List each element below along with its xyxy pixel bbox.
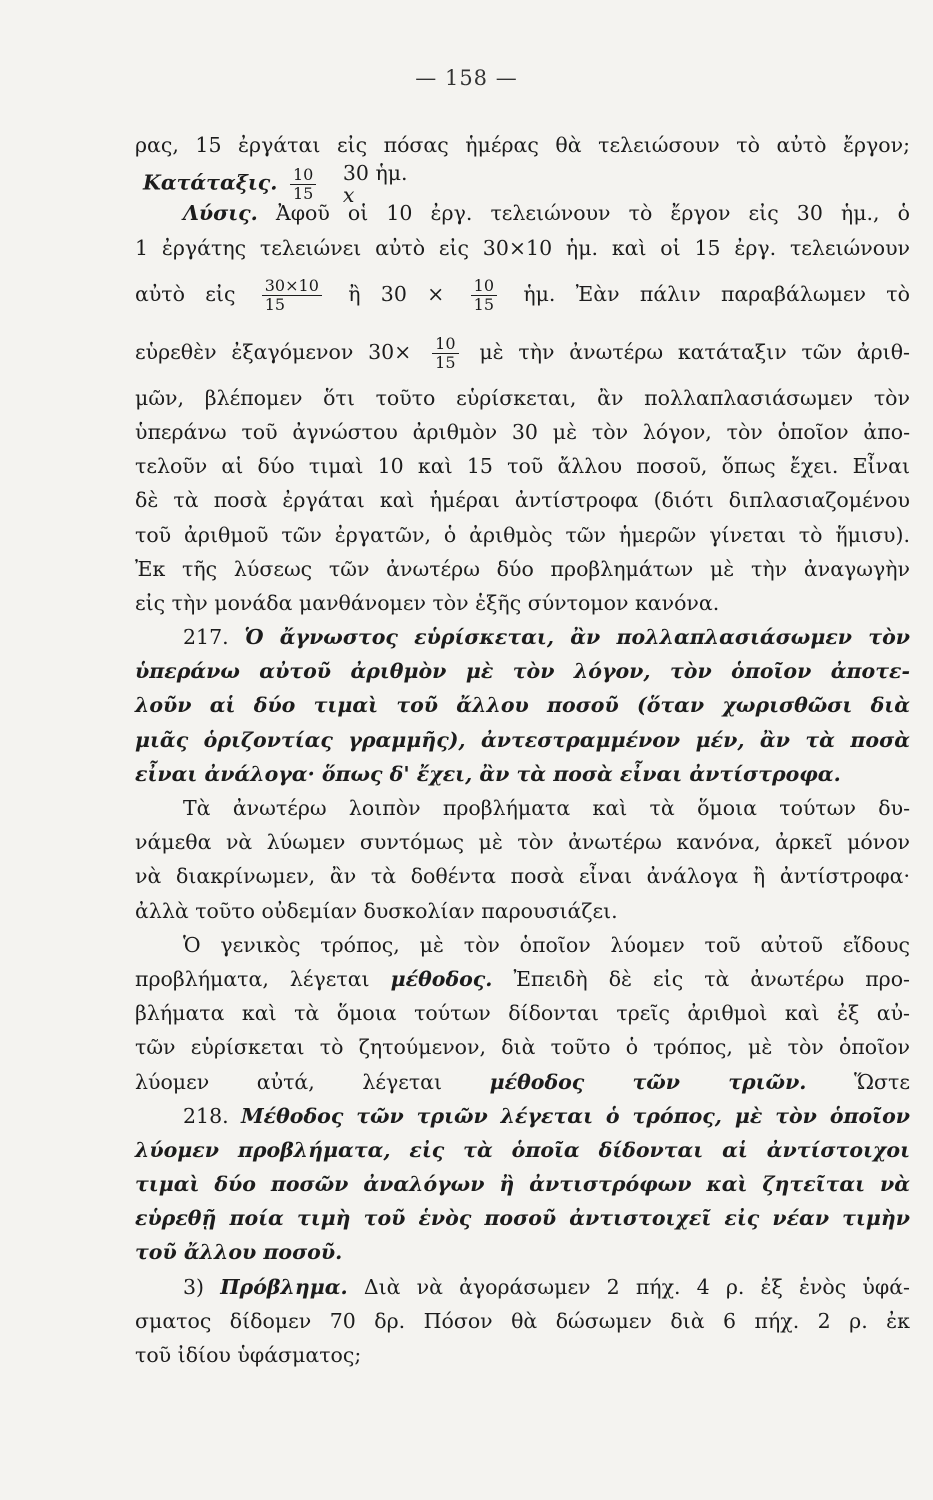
term-method-of-three: μέθοδος τῶν τριῶν. <box>489 1069 807 1094</box>
text-line: Ὁ γενικὸς τρόπος, μὲ τὸν ὁποῖον λύομεν τοῦ αὐτοῦ εἴδους <box>183 932 910 957</box>
method-of-three-line <box>135 1065 910 1099</box>
text-fragment: προβλήματα, λέγεται <box>135 966 370 991</box>
text-fragment: ἡμ. Ἐὰν πάλιν παραβάλωμεν τὸ <box>523 281 910 306</box>
text-line: δὲ τὰ ποσὰ ἐργάται καὶ ἡμέραι ἀντίστροφα (διότι διπλασιαζομένου <box>135 488 910 513</box>
page-number: — 158 — <box>415 66 518 90</box>
rule-text-line: μιᾶς ὁριζοντίας γραμμῆς), ἀντεστραμμένον μέν, ἂν τὰ ποσὰ <box>135 727 910 752</box>
paragraph-number: 218. <box>183 1103 229 1128</box>
text-line: Ἐκ τῆς λύσεως τῶν ἀνωτέρω δύο προβλημάτων μὲ τὴν ἀναγωγὴν <box>135 556 910 581</box>
rule-text-line: ὑπεράνω αὐτοῦ ἀριθμὸν μὲ τὸν λόγον, τὸν ὁποῖον ἀποτε- <box>135 659 910 684</box>
rule-text: Ὁ ἄγνωστος εὑρίσκεται, ἂν πολλαπλασιάσωμεν τὸν <box>244 625 910 650</box>
text-fragment: Ὥστε <box>854 1069 910 1094</box>
problem-number: 3) <box>183 1274 205 1299</box>
text-line: ὑπεράνω τοῦ ἀγνώστου ἀριθμὸν 30 μὲ τὸν λόγον, τὸν ὁποῖον ἀπο- <box>135 419 910 444</box>
fraction-numerator: 30×10 <box>262 277 322 296</box>
text-line: Τὰ ἀνωτέρω λοιπὸν προβλήματα καὶ τὰ ὅμοια τούτων δυ- <box>183 796 910 820</box>
rule-text-line: τοῦ ἄλλου ποσοῦ. <box>135 1240 343 1265</box>
text-line: ρας, 15 ἐργάται εἰς πόσας ἡμέρας θὰ τελειώσουν τὸ αὐτὸ ἔργον; <box>135 133 910 157</box>
classification-label: Κατάταξις. <box>143 170 278 195</box>
solution-line <box>135 196 910 230</box>
text-line: μῶν, βλέπομεν ὅτι τοῦτο εὑρίσκεται, ἂν πολλαπλασιάσωμεν τὸν <box>135 385 910 410</box>
rule-text-line: εὑρεθῇ ποία τιμὴ τοῦ ἑνὸς ποσοῦ ἀντιστοιχεῖ εἰς νέαν τιμὴν <box>135 1206 910 1231</box>
problem-label: Πρόβλημα. <box>220 1274 348 1299</box>
fraction-numerator: 10 <box>471 277 497 296</box>
fraction-line <box>135 323 910 381</box>
text-fragment: λύομεν αὐτά, λέγεται <box>135 1069 443 1094</box>
text-line: 1 ἐργάτης τελειώνει αὐτὸ εἰς 30×10 ἡμ. καὶ οἱ 15 ἐργ. τελειώνουν <box>135 235 910 260</box>
days-value: 30 ἡμ. <box>342 161 408 186</box>
solution-label: Λύσις. <box>183 201 258 226</box>
rule-text-line: εἶναι ἀνάλογα· ὅπως δ' ἔχει, ἂν τὰ ποσὰ εἶναι ἀντίστροφα. <box>135 761 841 786</box>
rule-text-line: τιμαὶ δύο ποσῶν ἀναλόγων ἢ ἀντιστρόφων καὶ ζητεῖται νὰ <box>135 1172 910 1197</box>
text-fragment: εὑρεθὲν ἐξαγόμενον 30× <box>135 339 412 364</box>
fraction <box>432 335 458 372</box>
method-line <box>135 962 910 996</box>
fraction <box>471 277 497 314</box>
text-line: ἀλλὰ τοῦτο οὐδεμίαν δυσκολίαν παρουσιάζει. <box>135 898 618 923</box>
text-line: τοῦ ἰδίου ὑφάσματος; <box>135 1343 362 1367</box>
paragraph-number: 217. <box>183 625 229 650</box>
page-body <box>135 128 910 1372</box>
fraction <box>262 277 322 314</box>
fraction-numerator: 10 <box>290 166 316 185</box>
text-line: βλήματα καὶ τὰ ὅμοια τούτων δίδονται τρεῖς ἀριθμοὶ καὶ ἐξ αὐ- <box>135 1001 910 1026</box>
text-line: εἰς τὴν μονάδα μανθάνομεν τὸν ἑξῆς σύντομον κανόνα. <box>135 590 720 615</box>
text-line: τῶν εὑρίσκεται τὸ ζητούμενον, διὰ τοῦτο ὁ τρόπος, μὲ τὸν ὁποῖον <box>135 1035 910 1060</box>
fraction-numerator: 10 <box>432 335 458 354</box>
rule-217-line <box>135 620 910 654</box>
text-line: τοῦ ἀριθμοῦ τῶν ἐργατῶν, ὁ ἀριθμὸς τῶν ἡμερῶν γίνεται τὸ ἥμισυ). <box>135 522 910 547</box>
unknown-x: x <box>342 183 355 208</box>
text-fragment: μὲ τὴν ἀνωτέρω κατάταξιν τῶν ἀριθ- <box>479 339 910 364</box>
fraction-denominator: 15 <box>264 294 286 314</box>
text-fragment: αὐτὸ εἰς <box>135 281 236 306</box>
fraction-denominator: 15 <box>292 183 314 203</box>
fraction-denominator: 15 <box>473 294 495 314</box>
fraction-denominator: 15 <box>435 352 456 372</box>
problem-text: Διὰ νὰ ἀγοράσωμεν 2 πήχ. 4 ρ. ἐξ ἑνὸς ὑφά- <box>363 1274 910 1299</box>
fraction-line <box>135 265 910 323</box>
rule-text-line: λύομεν προβλήματα, εἰς τὰ ὁποῖα δίδονται αἱ ἀντίστοιχοι <box>135 1137 910 1162</box>
rule-text-line: λοῦν αἱ δύο τιμαὶ τοῦ ἄλλου ποσοῦ (ὅταν χωρισθῶσι διὰ <box>135 693 910 718</box>
text-line: τελοῦν αἱ δύο τιμαὶ 10 καὶ 15 τοῦ ἄλλου ποσοῦ, ὅπως ἔχει. Εἶναι <box>135 454 910 479</box>
text-line: νὰ διακρίνωμεν, ἂν τὰ δοθέντα ποσὰ εἶναι ἀνάλογα ἢ ἀντίστροφα· <box>135 864 910 889</box>
rule-text: Μέθοδος τῶν τριῶν λέγεται ὁ τρόπος, μὲ τὸν ὁποῖον <box>240 1103 910 1128</box>
solution-text: Ἀφοῦ οἱ 10 ἐργ. τελειώνουν τὸ ἔργον εἰς 30 ἡμ., ὁ <box>275 201 910 226</box>
classification-line <box>135 161 910 208</box>
text-fragment: ἢ 30 × <box>348 281 445 306</box>
text-line: σματος δίδομεν 70 δρ. Πόσον θὰ δώσωμεν διὰ 6 πήχ. 2 ρ. ἐκ <box>135 1308 910 1333</box>
text-fragment: Ἐπειδὴ δὲ εἰς τὰ ἀνωτέρω προ- <box>513 966 910 991</box>
text-line: νάμεθα νὰ λύωμεν συντόμως μὲ τὸν ἀνωτέρω κανόνα, ἀρκεῖ μόνον <box>135 830 910 855</box>
problem-line <box>135 1270 910 1304</box>
rule-218-line <box>135 1099 910 1133</box>
term-method: μέθοδος. <box>390 966 493 991</box>
